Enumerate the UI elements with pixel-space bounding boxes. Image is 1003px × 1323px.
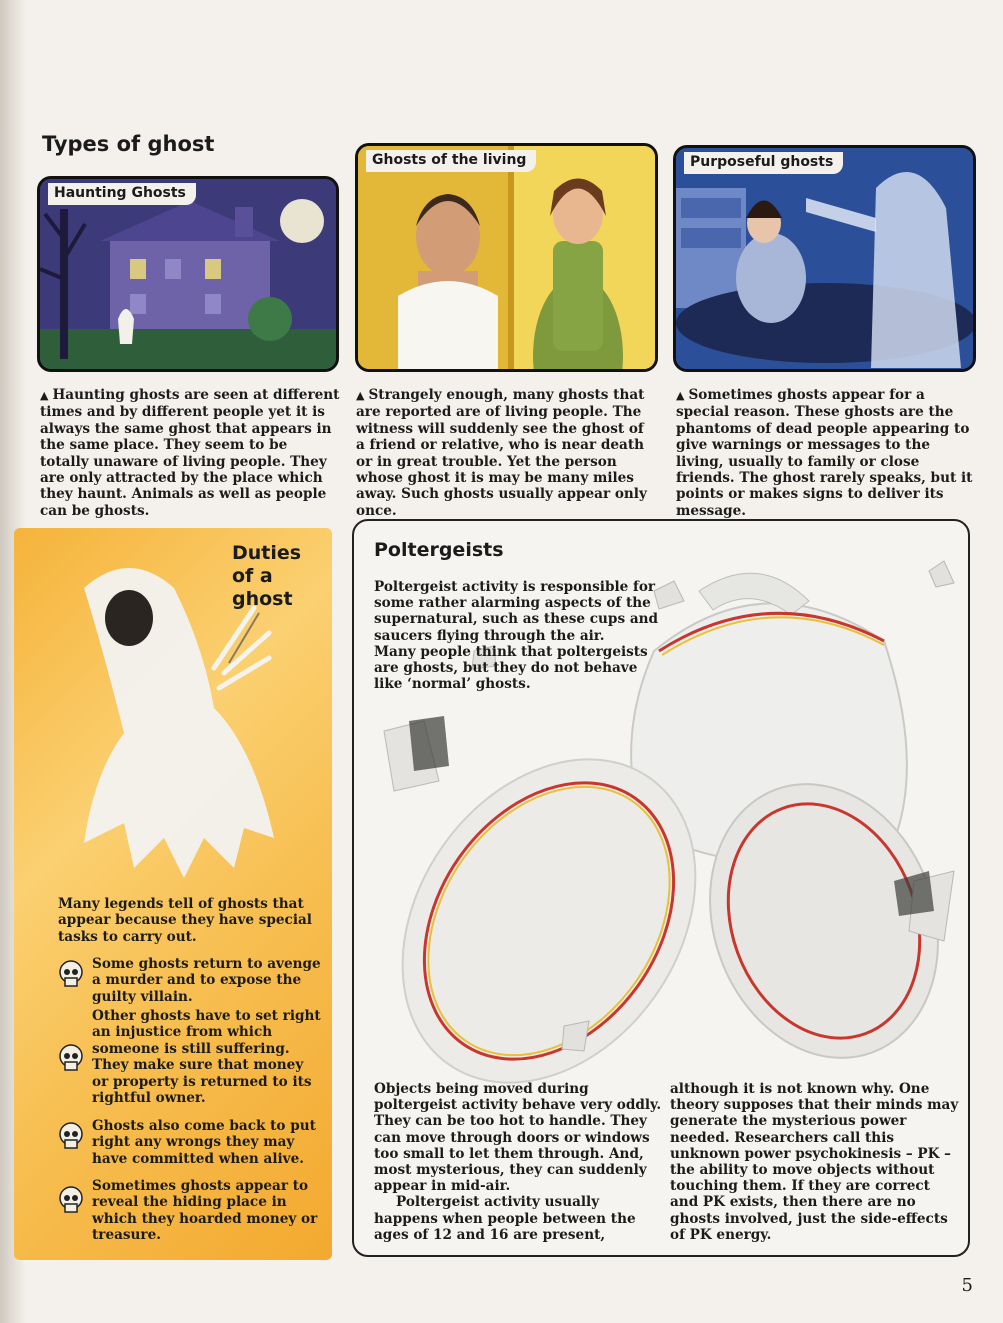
page-number: 5	[961, 1275, 973, 1296]
panel-purposeful-ghosts	[673, 145, 976, 372]
duty-item: Other ghosts have to set right an injustice from which someone is still suffering. They make sure that money or property is returned to its rightful owner.	[92, 1008, 321, 1107]
skull-icon	[58, 1044, 84, 1072]
poltergeists-column-2: although it is not known why. One theory supposes that their minds may generate the mysterious power needed. Researchers call this unknown power psychokinesis – PK – the ability to move objects without touching them. If they are correct and PK exists, then there are no ghosts involved, just the side-effects of PK energy.	[670, 1081, 959, 1243]
caption-purposeful-ghosts: ▲ Sometimes ghosts appear for a special reason. These ghosts are the phantoms of dead people appearing to give warnings or messages to the living, usually to family or close friends. The ghost rarely speaks, but it points or makes signs to deliver its message.	[676, 387, 973, 519]
panel-label: Purposeful ghosts	[684, 152, 843, 174]
panel-haunting-ghosts	[37, 176, 339, 372]
duties-title: Duties of a ghost	[232, 542, 302, 610]
triangle-marker-icon: ▲	[356, 389, 365, 402]
caption-haunting-ghosts: ▲ Haunting ghosts are seen at different times and by different people yet it is always the same ghost that appears in the same place. They seem to be totally unaware of living people. They are only attracted by the place which they haunt. Animals as well as people can be ghosts.	[40, 387, 340, 519]
poltergeists-title: Poltergeists	[374, 539, 504, 561]
poltergeists-intro: Poltergeist activity is responsible for some rather alarming aspects of the supernatural, such as these cups and saucers flying through the air. Many people think that poltergeists are ghosts, but they do not behave like ‘normal’ ghosts.	[374, 579, 659, 693]
duties-intro: Many legends tell of ghosts that appear because they have special tasks to carry out.	[58, 896, 312, 945]
panel-ghosts-of-the-living	[355, 143, 658, 372]
triangle-marker-icon: ▲	[676, 389, 685, 402]
duties-scroll	[14, 528, 332, 1260]
duty-item: Ghosts also come back to put right any wrongs they may have committed when alive.	[92, 1118, 316, 1167]
section-heading: Types of ghost	[42, 132, 215, 156]
purposeful-ghost-illustration	[676, 148, 973, 369]
skull-icon	[58, 1186, 84, 1214]
living-ghost-illustration	[358, 146, 655, 369]
duty-item: Sometimes ghosts appear to reveal the hiding place in which they hoarded money or treasure.	[92, 1178, 318, 1244]
triangle-marker-icon: ▲	[40, 389, 49, 402]
poltergeists-column-1: Objects being moved during poltergeist activity behave very oddly. They can be too hot to handle. They can move through doors or windows too small to let them through. And, most mysterious, they can suddenly appear in mid-air. Poltergeist activity usually happens when people between the ages of 12 and 16 are present,	[374, 1081, 662, 1243]
caption-ghosts-of-the-living: ▲ Strangely enough, many ghosts that are reported are of living people. The witness will suddenly see the ghost of a friend or relative, who is near death or in great trouble. Yet the person whose ghost it is may be many miles away. Such ghosts usually appear only once.	[356, 387, 647, 519]
skull-icon	[58, 1122, 84, 1150]
haunted-house-illustration	[40, 179, 336, 369]
skull-icon	[58, 960, 84, 988]
duty-item: Some ghosts return to avenge a murder and to expose the guilty villain.	[92, 956, 321, 1005]
poltergeists-box	[352, 519, 970, 1257]
panel-label: Ghosts of the living	[366, 150, 536, 172]
panel-label: Haunting Ghosts	[48, 183, 196, 205]
